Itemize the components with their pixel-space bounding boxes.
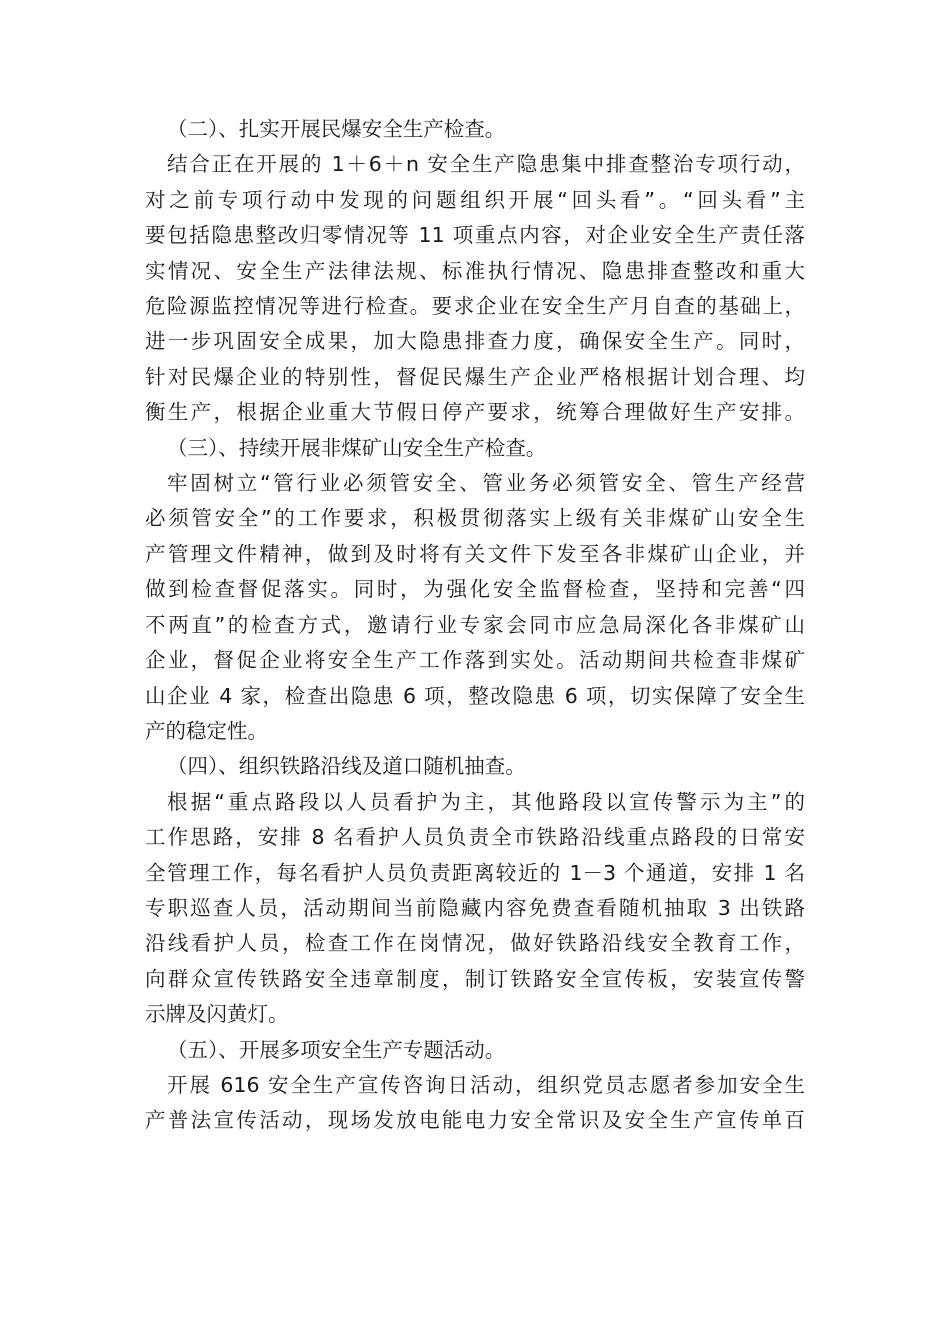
text-line: 企业，督促企业将安全生产工作落到实处。活动期间共检查非煤矿 bbox=[145, 648, 805, 673]
text-line: 结合正在开展的 1＋6＋n 安全生产隐患集中排查整治专项行动， bbox=[167, 152, 805, 177]
section-heading: （三）、持续开展非煤矿山安全生产检查。 bbox=[167, 435, 547, 460]
text-line: 全管理工作，每名看护人员负责距离较近的 1－3 个通道，安排 1 名 bbox=[145, 860, 805, 885]
text-line: 必须管安全”的工作要求，积极贯彻落实上级有关非煤矿山安全生 bbox=[145, 506, 805, 531]
text-line: 沿线看护人员，检查工作在岗情况，做好铁路沿线安全教育工作， bbox=[145, 931, 805, 956]
text-line: 产的稳定性。 bbox=[145, 718, 268, 743]
text-line: 危险源监控情况等进行检查。要求企业在安全生产月自查的基础上， bbox=[145, 294, 805, 319]
text-line: 做到检查督促落实。同时，为强化安全监督检查，坚持和完善“四 bbox=[145, 577, 805, 602]
section-paragraph bbox=[145, 785, 805, 1033]
text-line: 不两直”的检查方式，邀请行业专家会同市应急局深化各非煤矿山 bbox=[145, 612, 805, 637]
section-paragraph bbox=[145, 147, 805, 430]
text-line: 山企业 4 家，检查出隐患 6 项，整改隐患 6 项，切实保障了安全生 bbox=[145, 683, 805, 708]
text-line: 牢固树立“管行业必须管安全、管业务必须管安全、管生产经营 bbox=[167, 471, 805, 496]
section-heading: （二）、扎实开展民爆安全生产检查。 bbox=[167, 117, 506, 141]
text-line: 开展 616 安全生产宣传咨询日活动，组织党员志愿者参加安全生 bbox=[167, 1072, 805, 1097]
text-line: 对之前专项行动中发现的问题组织开展“回头看”。“回头看”主 bbox=[145, 187, 805, 212]
text-line: 针对民爆企业的特别性，督促民爆生产企业严格根据计划合理、均 bbox=[145, 364, 805, 389]
section-paragraph bbox=[145, 466, 805, 749]
text-line: 根据“重点路段以人员看护为主，其他路段以宣传警示为主”的 bbox=[167, 789, 805, 814]
text-line: 专职巡查人员，活动期间当前隐藏内容免费查看随机抽取 3 出铁路 bbox=[145, 895, 805, 920]
text-line: 工作思路，安排 8 名看护人员负责全市铁路沿线重点路段的日常安 bbox=[145, 825, 805, 850]
text-line: 进一步巩固安全成果，加大隐患排查力度，确保安全生产。同时， bbox=[145, 329, 805, 354]
text-line: 向群众宣传铁路安全违章制度，制订铁路安全宣传板，安装宣传警 bbox=[145, 966, 805, 991]
text-line: 实情况、安全生产法律法规、标准执行情况、隐患排查整改和重大 bbox=[145, 258, 805, 283]
text-line: 产普法宣传活动，现场发放电能电力安全常识及安全生产宣传单百 bbox=[145, 1108, 805, 1133]
section-heading: （四）、组织铁路沿线及道口随机抽查。 bbox=[167, 754, 526, 779]
section-paragraph bbox=[145, 1068, 805, 1139]
text-line: 衡生产，根据企业重大节假日停产要求，统筹合理做好生产安排。 bbox=[145, 400, 805, 425]
text-line: 要包括隐患整改归零情况等 11 项重点内容，对企业安全生产责任落 bbox=[145, 223, 805, 248]
document-body bbox=[145, 112, 805, 1139]
section-heading: （五）、开展多项安全生产专题活动。 bbox=[167, 1037, 506, 1062]
text-line: 示牌及闪黄灯。 bbox=[145, 1002, 289, 1027]
text-line: 产管理文件精神，做到及时将有关文件下发至各非煤矿山企业，并 bbox=[145, 541, 805, 566]
